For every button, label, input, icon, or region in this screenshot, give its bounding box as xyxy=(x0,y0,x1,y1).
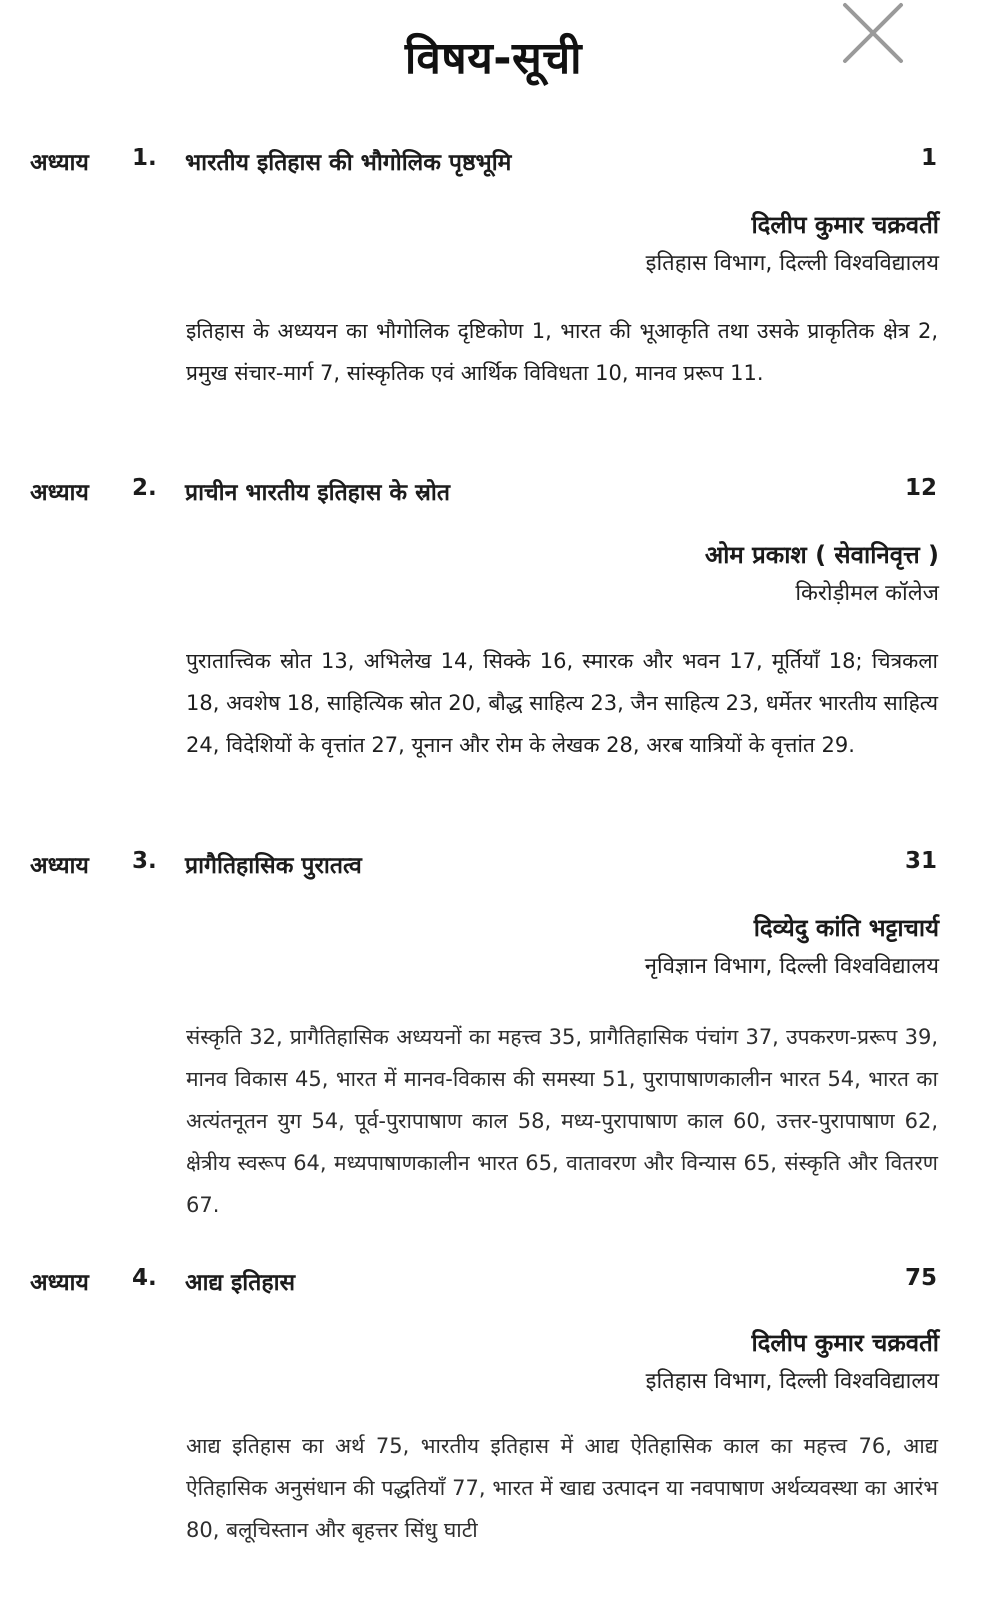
chapter-page-number: 31 xyxy=(904,848,937,874)
author-affiliation: नृविज्ञान विभाग, दिल्ली विश्वविद्यालय xyxy=(644,954,939,979)
author-name: दिलीप कुमार चक्रवर्ती xyxy=(751,1329,939,1357)
author-name: ओम प्रकाश ( सेवानिवृत्त ) xyxy=(704,541,939,569)
chapter-page-number: 12 xyxy=(904,475,937,501)
chapter-title: भारतीय इतिहास की भौगोलिक पृष्ठभूमि xyxy=(185,150,512,176)
page-title: विषय-सूची xyxy=(404,33,583,84)
author-affiliation: किरोड़ीमल कॉलेज xyxy=(795,581,939,606)
chapter-heading[interactable] xyxy=(30,848,937,888)
author-affiliation: इतिहास विभाग, दिल्ली विश्वविद्यालय xyxy=(645,1369,939,1394)
chapter-label: अध्याय xyxy=(30,150,89,176)
chapter-label: अध्याय xyxy=(30,480,89,506)
chapter-heading[interactable] xyxy=(30,145,937,185)
chapter-topics: आद्य इतिहास का अर्थ 75, भारतीय इतिहास में आद्य ऐतिहासिक काल का महत्त्व 76, आद्य ऐतिहासिक अनुसंधान की पद्धतियाँ 77, भारत में खाद्य उत्पादन या नवपाषाण अर्थव्यवस्था का आरंभ 80, बलूचिस्तान और बृहत्तर सिंधु घाटी xyxy=(186,1434,938,1542)
author-block xyxy=(645,908,939,986)
author-block xyxy=(646,205,939,283)
chapter-heading[interactable] xyxy=(30,1265,937,1305)
chapter-page-number: 1 xyxy=(920,145,937,171)
chapter-page-number: 75 xyxy=(904,1265,937,1291)
chapter-topics: इतिहास के अध्ययन का भौगोलिक दृष्टिकोण 1, भारत की भूआकृति तथा उसके प्राकृतिक क्षेत्र 2, प्रमुख संचार-मार्ग 7, सांस्कृतिक एवं आर्थिक विविधता 10, मानव प्ररूप 11. xyxy=(186,319,938,385)
chapter-number: 3. xyxy=(132,848,157,874)
author-block xyxy=(646,1323,939,1401)
chapter-topics: संस्कृति 32, प्रागैतिहासिक अध्ययनों का महत्त्व 35, प्रागैतिहासिक पंचांग 37, उपकरण-प्ररूप 39, मानव विकास 45, भारत में मानव-विकास की समस्या 51, पुरापाषाणकालीन भारत 54, भारत का अत्यंतनूतन युग 54, पूर्व-पुरापाषाण काल 58, मध्य-पुरापाषाण काल 60, उत्तर-पुरापाषाण 62, क्षेत्रीय स्वरूप 64, मध्यपाषाणकालीन भारत 65, वातावरण और विन्यास 65, संस्कृति और वितरण 67. xyxy=(186,1025,938,1217)
chapter-heading[interactable] xyxy=(30,475,937,515)
chapter-number: 4. xyxy=(132,1265,157,1291)
chapter-label: अध्याय xyxy=(30,1270,89,1296)
chapter-title: आद्य इतिहास xyxy=(185,1270,296,1296)
chapter-number: 2. xyxy=(132,475,157,501)
chapter-topics: पुरातात्त्विक स्रोत 13, अभिलेख 14, सिक्के 16, स्मारक और भवन 17, मूर्तियाँ 18; चित्रकला 18, अवशेष 18, साहित्यिक स्रोत 20, बौद्ध साहित्य 23, जैन साहित्य 23, धर्मेतर भारतीय साहित्य 24, विदेशियों के वृत्तांत 27, यूनान और रोम के लेखक 28, अरब यात्रियों के वृत्तांत 29. xyxy=(186,649,938,757)
author-name: दिलीप कुमार चक्रवर्ती xyxy=(751,211,939,239)
author-affiliation: इतिहास विभाग, दिल्ली विश्वविद्यालय xyxy=(645,251,939,276)
author-name: दिव्येदु कांति भट्टाचार्य xyxy=(753,914,939,942)
chapter-title: प्राचीन भारतीय इतिहास के स्रोत xyxy=(185,480,450,506)
chapter-label: अध्याय xyxy=(30,853,89,879)
chapter-number: 1. xyxy=(132,145,157,171)
author-block xyxy=(705,535,939,613)
chapter-title: प्रागैतिहासिक पुरातत्व xyxy=(185,853,362,879)
